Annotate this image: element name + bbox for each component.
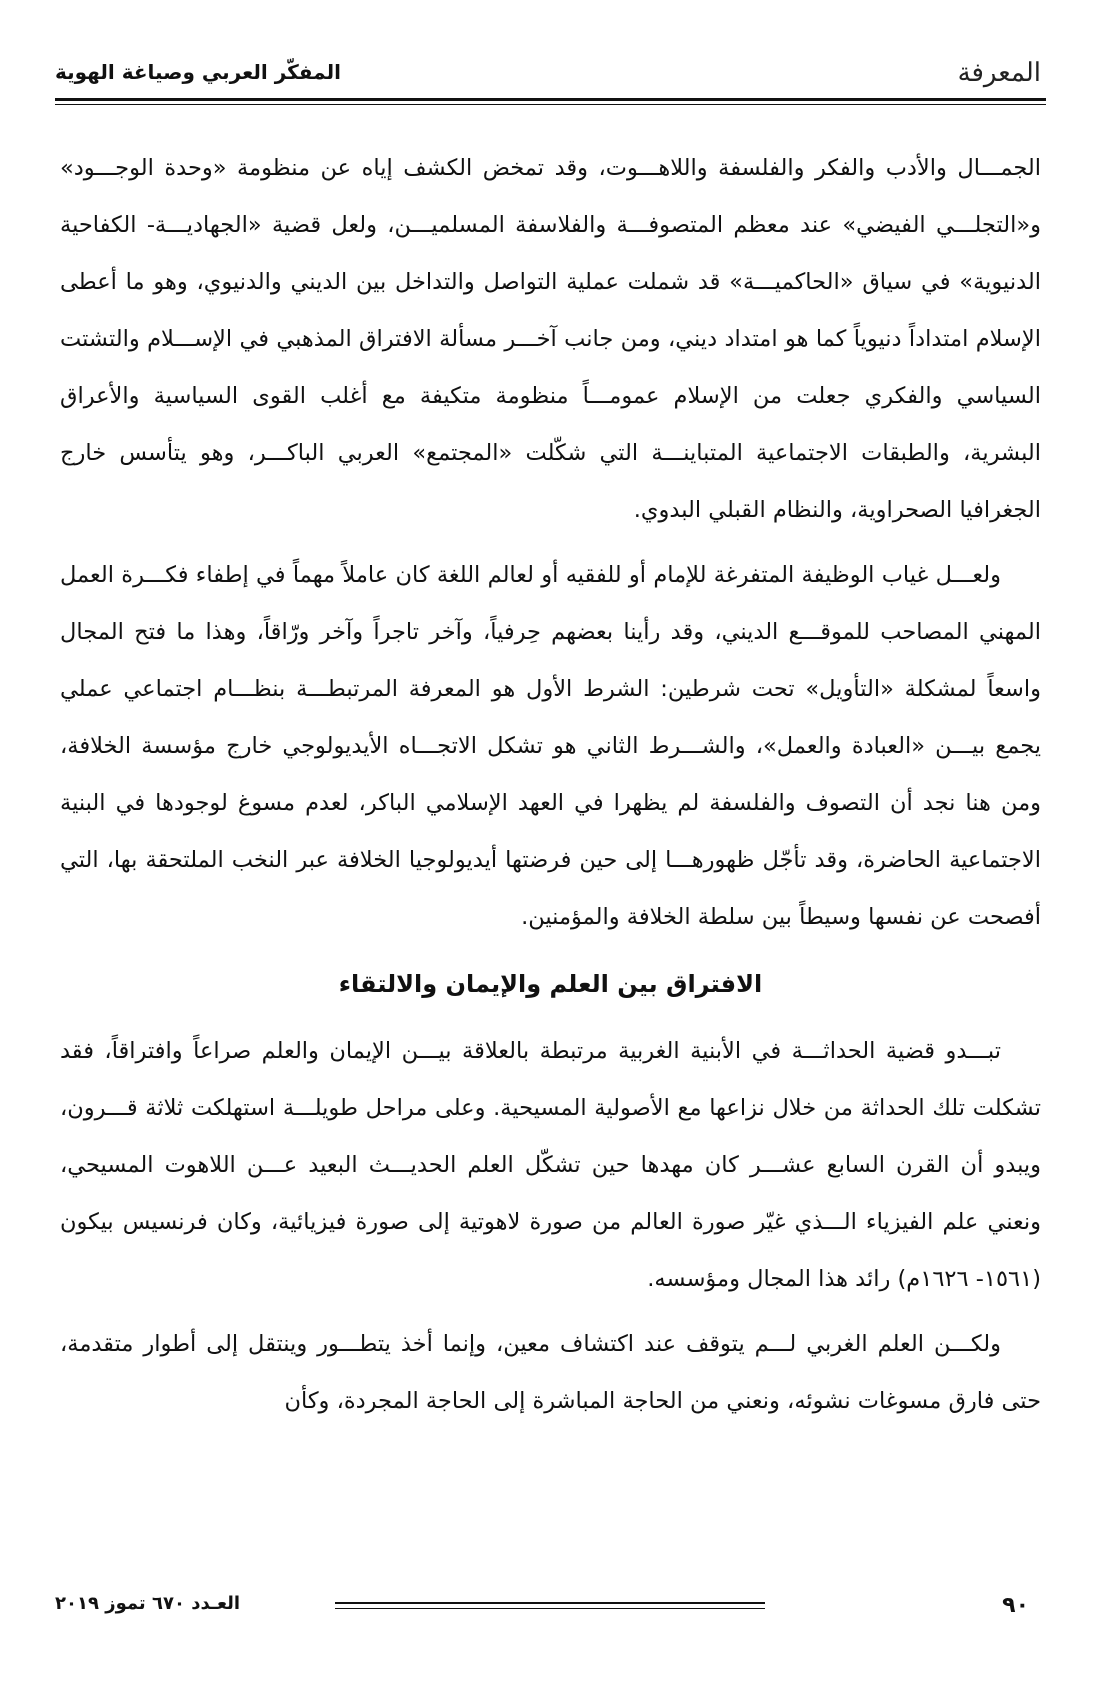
paragraph: ولكـــن العلم الغربي لـــم يتوقف عند اكتشاف معين، وإنما أخذ يتطـــور وينتقل إلى أطوار متقدمة، حتى فارق مسوغات نشوئه، ونعني من الحاجة المباشرة إلى الحاجة المجردة، وكأن bbox=[60, 1331, 1041, 1414]
paragraph-continuation: الجمـــال والأدب والفكر والفلسفة واللاهـــوت، وقد تمخض الكشف إياه عن منظومة «وحدة الوجـــود» و«التجلـــي الفيضي» عند معظم المتصوفـــة والفلاسفة المسلميـــن، ولعل قضية «الجهاديـــة- الكفاحية الدنيوية» في سياق «الحاكميـــة» قد شملت عملية التواصل والتداخل بين الديني والدنيوي، وهو ما أعطى الإسلام امتداداً دنيوياً كما هو امتداد ديني، ومن جانب آخـــر مسألة الافتراق المذهبي في الإســـلام والتشتت السياسي والفكري جعلت من الإسلام عمومـــاً منظومة متكيفة مع أغلب القوى السياسية والأعراق البشرية، والطبقات الاجتماعية المتباينـــة التي شكّلت «المجتمع» العربي الباكـــر، وهو يتأسس خارج الجغرافيا الصحراوية، والنظام القبلي البدوي. bbox=[60, 155, 1041, 523]
footer-divider-thin bbox=[335, 1608, 765, 1609]
article-body bbox=[60, 140, 1041, 1438]
footer-divider bbox=[335, 1602, 765, 1604]
running-title: المفكّر العربي وصياغة الهوية bbox=[55, 60, 341, 84]
section-heading: الافتراق بين العلم والإيمان والالتقاء bbox=[338, 970, 763, 998]
page-number: ٩٠ bbox=[1002, 1593, 1029, 1618]
magazine-logo: المعرفة bbox=[957, 58, 1041, 88]
issue-info: العـدد ٦٧٠ تموز ٢٠١٩ bbox=[55, 1593, 241, 1614]
page-header bbox=[0, 0, 1101, 130]
page-footer bbox=[0, 1585, 1101, 1645]
header-divider bbox=[55, 98, 1046, 101]
paragraph: ولعـــل غياب الوظيفة المتفرغة للإمام أو للفقيه أو لعالم اللغة كان عاملاً مهماً في إطفاء فكـــرة العمل المهني المصاحب للموقـــع الديني، وقد رأينا بعضهم حِرفياً، وآخر تاجراً وآخر ورّاقاً، وهذا ما فتح المجال واسعاً لمشكلة «التأويل» تحت شرطين: الشرط الأول هو المعرفة المرتبطـــة بنظـــام اجتماعي عملي يجمع بيـــن «العبادة والعمل»، والشـــرط الثاني هو تشكل الاتجـــاه الأيديولوجي خارج مؤسسة الخلافة، ومن هنا نجد أن التصوف والفلسفة لم يظهرا في العهد الإسلامي الباكر، لعدم مسوغ لوجودها في البنية الاجتماعية الحاضرة، وقد تأجّل ظهورهـــا إلى حين فرضتها أيديولوجيا الخلافة عبر النخب الملتحقة بها، التي أفصحت عن نفسها وسيطاً بين سلطة الخلافة والمؤمنين. bbox=[60, 562, 1041, 930]
header-divider-thin bbox=[55, 104, 1046, 105]
paragraph: تبـــدو قضية الحداثـــة في الأبنية الغربية مرتبطة بالعلاقة بيـــن الإيمان والعلم صراعاً وافتراقاً، فقد تشكلت تلك الحداثة من خلال نزاعها مع الأصولية المسيحية. وعلى مراحل طويلـــة استهلكت ثلاثة قـــرون، ويبدو أن القرن السابع عشـــر كان مهدها حين تشكّل العلم الحديـــث البعيد عـــن اللاهوت المسيحي، ونعني علم الفيزياء الـــذي غيّر صورة العالم من صورة لاهوتية إلى صورة فيزيائية، وكان فرنسيس بيكون (١٥٦١- ١٦٢٦م) رائد هذا المجال ومؤسسه. bbox=[60, 1038, 1041, 1292]
